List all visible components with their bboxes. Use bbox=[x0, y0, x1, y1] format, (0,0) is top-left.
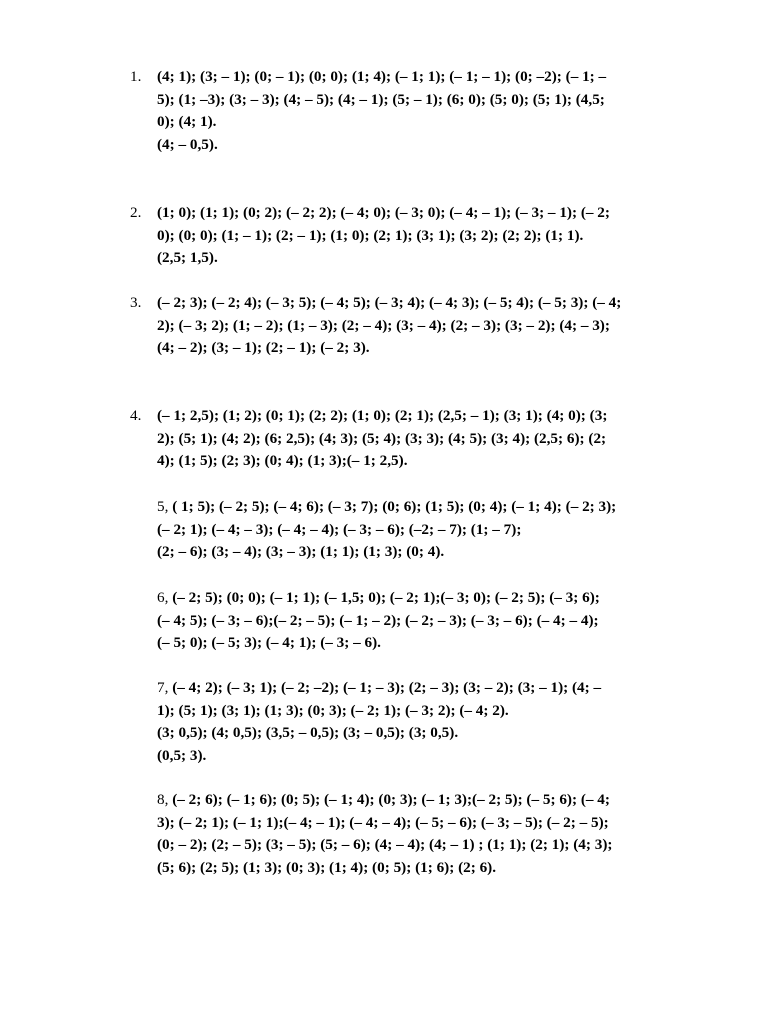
item-number: 4. bbox=[130, 407, 142, 424]
text-line bbox=[157, 677, 730, 700]
text-line bbox=[157, 789, 730, 812]
item-number: 6, bbox=[157, 589, 169, 606]
text-line: (4; 1); (3; – 1); (0; – 1); (0; 0); (1; 4); (– 1; 1); (– 1; – 1); (0; –2); (– 1; – bbox=[157, 68, 607, 85]
text-segment: (– 2; 5); (0; 0); (– 1; 1); (– 1,5; 0); (– 2; 1);(– 3; 0); (– 2; 5); (– 3; 6); bbox=[168, 589, 600, 606]
text-line: 4); (1; 5); (2; 3); (0; 4); (1; 3);(– 1; 2,5). bbox=[157, 452, 408, 469]
text-line bbox=[157, 496, 730, 519]
coordinate-list bbox=[157, 496, 730, 564]
text-line: (– 2; 1); (– 4; – 3); (– 4; – 4); (– 3; – 6); (–2; – 7); (1; – 7); bbox=[157, 520, 522, 538]
text-line: (– 5; 0); (– 5; 3); (– 4; 1); (– 3; – 6). bbox=[157, 634, 381, 651]
text-line: (0; – 2); (2; – 5); (3; – 5); (5; – 6); (4; – 4); (4; – 1) ; (1; 1); (2; 1); (4; 3); bbox=[157, 836, 613, 853]
text-segment: ( 1; 5); (– 2; 5); (– 4; 6); (– 3; 7); (0; 6); (1; 5); (0; 4); (– 1; 4); (– 2; 3); bbox=[168, 498, 617, 515]
text-line: (– 4; 5); (– 3; – 6);(– 2; – 5); (– 1; – 2); (– 2; – 3); (– 3; – 6); (– 4; – 4); bbox=[157, 611, 599, 629]
text-line: (5; 6); (2; 5); (1; 3); (0; 3); (1; 4); (0; 5); (1; 6); (2; 6). bbox=[157, 858, 497, 876]
coordinate-list bbox=[157, 789, 730, 879]
item-number: 8, bbox=[157, 791, 169, 808]
item-number: 1. bbox=[130, 68, 142, 85]
list-item bbox=[130, 677, 730, 767]
list-item bbox=[130, 587, 730, 655]
coordinate-list bbox=[157, 202, 730, 270]
text-line: (2,5; 1,5). bbox=[157, 249, 218, 266]
item-number: 7, bbox=[157, 679, 169, 696]
text-line: (3; 0,5); (4; 0,5); (3,5; – 0,5); (3; – 0,5); (3; 0,5). bbox=[157, 724, 459, 741]
text-line: 2); (5; 1); (4; 2); (6; 2,5); (4; 3); (5; 4); (3; 3); (4; 5); (3; 4); (2,5; 6); (2; bbox=[157, 429, 607, 447]
text-line: 5); (1; –3); (3; – 3); (4; – 5); (4; – 1); (5; – 1); (6; 0); (5; 0); (5; 1); (4,5; bbox=[157, 90, 605, 108]
coordinate-list bbox=[157, 587, 730, 655]
list-item bbox=[130, 202, 730, 270]
text-line: (0,5; 3). bbox=[157, 746, 207, 764]
text-line: (4; – 2); (3; – 1); (2; – 1); (– 2; 3). bbox=[157, 339, 370, 356]
item-number: 5, bbox=[157, 498, 169, 515]
list-item bbox=[130, 292, 730, 360]
coordinate-list bbox=[157, 677, 730, 767]
text-line: 2); (– 3; 2); (1; – 2); (1; – 3); (2; – 4); (3; – 4); (2; – 3); (3; – 2); (4; – 3); bbox=[157, 316, 610, 334]
text-segment: (– 2; 6); (– 1; 6); (0; 5); (– 1; 4); (0; 3); (– 1; 3);(– 2; 5); (– 5; 6); (– 4; bbox=[168, 791, 610, 808]
item-number: 3. bbox=[130, 294, 142, 311]
text-line: 0); (0; 0); (1; – 1); (2; – 1); (1; 0); (2; 1); (3; 1); (3; 2); (2; 2); (1; 1). bbox=[157, 226, 584, 244]
coordinate-list bbox=[157, 66, 730, 156]
list-item bbox=[130, 405, 730, 473]
coordinate-list bbox=[157, 292, 730, 360]
text-line: 0); (4; 1). bbox=[157, 113, 217, 130]
text-line: (4; – 0,5). bbox=[157, 135, 218, 153]
text-line bbox=[157, 587, 730, 610]
text-line: (1; 0); (1; 1); (0; 2); (– 2; 2); (– 4; 0); (– 3; 0); (– 4; – 1); (– 3; – 1); (– 2; bbox=[157, 204, 610, 221]
text-line: 1); (5; 1); (3; 1); (1; 3); (0; 3); (– 2; 1); (– 3; 2); (– 4; 2). bbox=[157, 701, 509, 719]
text-line: (– 1; 2,5); (1; 2); (0; 1); (2; 2); (1; 0); (2; 1); (2,5; – 1); (3; 1); (4; 0); (3; bbox=[157, 407, 608, 424]
list-item bbox=[130, 496, 730, 564]
text-line: (2; – 6); (3; – 4); (3; – 3); (1; 1); (1; 3); (0; 4). bbox=[157, 543, 445, 560]
item-number: 2. bbox=[130, 204, 142, 221]
list-item bbox=[130, 66, 730, 156]
text-line: 3); (– 2; 1); (– 1; 1);(– 4; – 1); (– 4; – 4); (– 5; – 6); (– 3; – 5); (– 2; – 5); bbox=[157, 813, 609, 831]
text-segment: (– 4; 2); (– 3; 1); (– 2; –2); (– 1; – 3); (2; – 3); (3; – 2); (3; – 1); (4; – bbox=[168, 679, 602, 696]
coordinate-list bbox=[157, 405, 730, 473]
text-line: (– 2; 3); (– 2; 4); (– 3; 5); (– 4; 5); (– 3; 4); (– 4; 3); (– 5; 4); (– 5; 3); (– 4; bbox=[157, 294, 622, 311]
list-item bbox=[130, 789, 730, 879]
